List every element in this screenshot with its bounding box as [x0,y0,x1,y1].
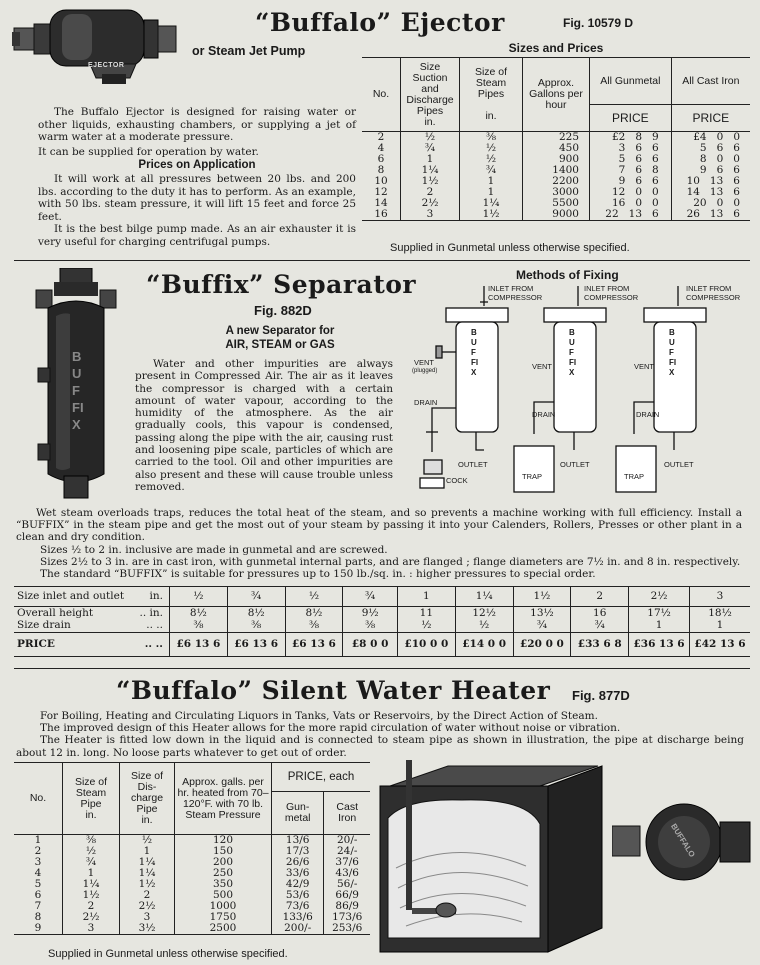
heater-col-galls: Approx. galls. per hr. heated from 70–120°F. with 70 lb. Steam Pressure [175,763,272,835]
inlet-label-2: INLET FROM COMPRESSOR [584,284,639,302]
unit-2-buffix: BUFFIX [569,328,577,377]
heater-cell-discharge: 3 [120,912,175,923]
table-row [14,901,370,912]
heater-cell-steam: 2½ [63,912,120,923]
table-row [14,846,370,857]
heater-cell-gunmetal: 17/3 [272,846,324,857]
table-row [14,879,370,890]
sep-row-height-cell: 8½ [227,607,285,620]
sep-row-drain-label: Size drain [17,619,71,632]
sep-row-price-cell: £42 13 6 [690,633,750,657]
sep-row-drain-cell: 1 [690,620,750,633]
ejector-col-suction: Size Suction and Discharge Pipes in. [401,58,460,132]
ejector-cell-castiron: 26 13 6 [671,209,750,221]
heater-cell-gunmetal: 26/6 [272,857,324,868]
ejector-cell-steam: 1 [460,187,523,198]
outlet-label-2: OUTLET [560,460,590,469]
ejector-cell-gallons: 3000 [523,187,590,198]
separator-image [30,268,122,504]
heater-title: “Buffalo” Silent Water Heater [116,676,551,705]
inlet-label-1: INLET FROM COMPRESSOR [488,284,543,302]
sep-row-price [14,633,750,657]
heater-cell-steam: ½ [63,846,120,857]
outlet-label-3: OUTLET [664,460,694,469]
sep-row-price-cell: £36 13 6 [629,633,690,657]
methods-title: Methods of Fixing [516,268,619,282]
ejector-cell-gunmetal: 16 0 0 [590,198,672,209]
table-row [14,923,370,935]
ejector-cell-gunmetal: 5 6 6 [590,154,672,165]
separator-heading-2: AIR, STEAM or GAS [225,339,335,351]
ejector-cell-suction: 1 [401,154,460,165]
ejector-col-no: No. [372,88,390,100]
table-row [362,143,750,154]
sep-row-size-cell: 1¼ [455,587,513,607]
heater-footnote: Supplied in Gunmetal unless otherwise specified. [48,948,288,960]
drain-label-2: DRAIN [532,410,556,419]
vent-label-3: VENT [634,362,655,371]
heater-image [612,800,752,884]
heater-cell-no: 5 [34,878,42,890]
ejector-cell-no: 6 [377,153,385,165]
heater-cell-discharge: 1¼ [120,857,175,868]
heater-cell-castiron: 20/- [324,835,370,847]
outlet-label-1: OUTLET [458,460,488,469]
sep-row-size-cell: 2 [571,587,629,607]
ejector-cell-no: 12 [374,186,388,198]
sep-row-price-cell: £10 0 0 [397,633,455,657]
sep-row-drain [14,620,750,633]
table-row [14,912,370,923]
ejector-cell-suction: ½ [401,132,460,144]
heater-cell-castiron: 56/- [324,879,370,890]
heater-col-price: PRICE, each [272,763,371,792]
divider-2 [14,668,750,669]
ejector-cell-suction: 3 [401,209,460,221]
ejector-cell-gallons: 225 [523,132,590,144]
sep-row-price-cell: £6 13 6 [285,633,343,657]
heater-line-1: For Boiling, Heating and Circulating Liquors in Tanks, Vats or Reservoirs, by the Direct Action of Steam. [40,710,598,722]
heater-line-3: The Heater is fitted low down in the liquid and is connected to steam pipe as shown in illustration, the pipe at discharge being about 12 in. long. No loose parts whatever to get out of order. [16,734,744,759]
sep-row-drain-cell: ⅜ [227,620,285,633]
heater-cell-castiron: 173/6 [324,912,370,923]
cock-label: COCK [446,476,468,485]
sep-row-price-cell: £6 13 6 [169,633,227,657]
sep-row-height-cell: 17½ [629,607,690,620]
heater-col-no: No. [29,792,47,804]
heater-cell-no: 2 [34,845,42,857]
heater-cell-discharge: 2 [120,890,175,901]
heater-cell-castiron: 24/- [324,846,370,857]
sep-row-height-cell: 8½ [285,607,343,620]
sep-row-drain-cell: ⅜ [285,620,343,633]
separator-image-label: BUFFIX [72,349,84,432]
table-row [14,868,370,879]
vent-label-1: VENT [414,358,435,367]
sep-row-price-cell: £20 0 0 [513,633,571,657]
ejector-description [38,106,356,248]
heater-cell-steam: ¾ [63,857,120,868]
heater-image-label: BUFFALO [669,822,697,859]
heater-cell-galls: 250 [175,868,272,879]
heater-cell-no: 4 [34,867,42,879]
sep-row-height-cell: 13½ [513,607,571,620]
trap-label-2: TRAP [624,472,645,481]
divider-1 [14,260,750,261]
table-row [362,132,750,144]
heater-cell-steam: 3 [63,923,120,935]
sep-row-size-cell: 1 [397,587,455,607]
ejector-image-label: EJECTOR [88,62,125,69]
drain-label-1: DRAIN [414,398,438,407]
ejector-price-head-gm: PRICE [590,105,672,132]
ejector-image [12,2,182,86]
sep-row-size-cell: ¾ [343,587,398,607]
heater-cell-no: 6 [34,889,42,901]
heater-cell-gunmetal: 42/9 [272,879,324,890]
ejector-para-5: It is the best bilge pump made. As an air exhauster it is very useful for charging centrifugal pumps. [38,223,356,248]
ejector-cell-suction: ¾ [401,143,460,154]
ejector-cell-steam: ⅜ [460,132,523,144]
sep-row-drain-cell: ⅜ [169,620,227,633]
sep-row-price-cell: £33 6 8 [571,633,629,657]
heater-cell-no: 3 [34,856,42,868]
heater-cell-galls: 1000 [175,901,272,912]
heater-cell-discharge: 1½ [120,879,175,890]
sep-row-size-unit: in. [149,590,163,602]
heater-col-steam: Size of Steam Pipe in. [63,763,120,835]
ejector-cell-gunmetal: 7 6 8 [590,165,672,176]
sep-row-height-cell: 11 [397,607,455,620]
ejector-cell-gunmetal: 9 6 6 [590,176,672,187]
ejector-cell-no: 14 [374,197,388,209]
ejector-col-castiron: All Cast Iron [671,58,750,105]
sep-row-drain-cell: 1 [629,620,690,633]
heater-cell-galls: 2500 [175,923,272,935]
separator-title: “Buffix” Separator [146,270,417,299]
sep-row-drain-cell: ½ [455,620,513,633]
heater-cell-castiron: 86/9 [324,901,370,912]
trap-label-1: TRAP [522,472,543,481]
sep-row-height-label: Overall height [17,606,94,619]
ejector-cell-gallons: 900 [523,154,590,165]
ejector-cell-no: 4 [377,142,385,154]
ejector-prices-heading: Prices on Application [138,159,256,171]
ejector-cell-castiron: £4 0 0 [671,132,750,144]
sep-row-drain-cell: ½ [397,620,455,633]
ejector-para-2: It can be supplied for operation by water. [38,145,259,158]
ejector-subtitle: or Steam Jet Pump [192,44,306,58]
ejector-col-steam: Size of Steam Pipes in. [460,58,523,132]
ejector-cell-steam: 1 [460,176,523,187]
heater-cell-gunmetal: 13/6 [272,835,324,847]
ejector-table-title: Sizes and Prices [508,41,604,55]
sep-row-height-unit: .. in. [139,606,163,619]
heater-col-discharge: Size of Dis-charge Pipe in. [120,763,175,835]
ejector-cell-no: 8 [377,164,385,176]
heater-cell-no: 1 [34,834,42,846]
heater-cell-gunmetal: 133/6 [272,912,324,923]
heater-cell-no: 7 [34,900,42,912]
ejector-cell-suction: 1¼ [401,165,460,176]
heater-cell-steam: 1¼ [63,879,120,890]
heater-cell-discharge: 2½ [120,901,175,912]
separator-wide-para: Wet steam overloads traps, reduces the total heat of the steam, and so prevents a machine working with full efficiency. Install a “BUFFIX” in the steam pipe and get the most out of your steam by passing it into your Calenders, Rollers, Presses or other plant in a clean and dry condition. [16,507,742,543]
table-row [14,857,370,868]
heater-fig: Fig. 877D [572,688,630,703]
sep-row-size-cell: 1½ [513,587,571,607]
separator-note-1: Sizes ½ to 2 in. inclusive are made in gunmetal and are screwed. [40,544,388,556]
separator-fig: Fig. 882D [254,303,312,318]
ejector-cell-castiron: 20 0 0 [671,198,750,209]
heater-cell-castiron: 37/6 [324,857,370,868]
ejector-table [362,57,750,221]
heater-cell-no: 9 [34,922,42,934]
heater-table [14,762,370,935]
ejector-cell-gallons: 5500 [523,198,590,209]
heater-cell-galls: 150 [175,846,272,857]
ejector-cell-steam: 1½ [460,209,523,221]
sep-row-price-cell: £8 0 0 [343,633,398,657]
ejector-cell-steam: ½ [460,143,523,154]
sep-row-drain-unit: .. .. [146,619,163,632]
heater-cell-castiron: 43/6 [324,868,370,879]
heater-line-2: The improved design of this Heater allows for the more rapid circulation of water without noise or vibration. [40,722,621,734]
heater-col-gunmetal: Gun-metal [272,792,324,835]
ejector-cell-steam: ½ [460,154,523,165]
separator-body: Water and other impurities are always present in Compressed Air. The air as it leaves the compressor is charged with a certain amount of water vapour, according to the humidity of the atmosphere. As the air gradually cools, this vapour is condensed, passing along the pipe with the air, causing rust and loosening pipe scale, particles of which are carried to the tool. Oil and other impurities are also present and these will cause trouble unless removed. [135,358,393,493]
sep-row-size-cell: ¾ [227,587,285,607]
sep-row-price-unit: .. .. [144,638,163,650]
drain-label-3: DRAIN [636,410,660,419]
ejector-title: “Buffalo” Ejector [255,8,505,37]
heater-cell-steam: 2 [63,901,120,912]
heater-cell-galls: 350 [175,879,272,890]
heater-cell-gunmetal: 33/6 [272,868,324,879]
vent-label-2: VENT [532,362,553,371]
heater-tank-image [376,758,608,958]
ejector-cell-no: 16 [374,208,388,220]
unit-1-buffix: BUFFIX [471,328,479,377]
heater-cell-no: 8 [34,911,42,923]
heater-cell-galls: 500 [175,890,272,901]
heater-cell-discharge: 1 [120,846,175,857]
vent-plugged-label: (plugged) [412,368,438,374]
sep-row-height-cell: 12½ [455,607,513,620]
sep-row-drain-cell: ¾ [513,620,571,633]
heater-col-castiron: Cast Iron [324,792,370,835]
inlet-label-3: INLET FROM COMPRESSOR [686,284,741,302]
sep-row-drain-cell: ¾ [571,620,629,633]
heater-cell-discharge: 1¼ [120,868,175,879]
ejector-cell-castiron: 14 13 6 [671,187,750,198]
table-row [14,890,370,901]
ejector-cell-no: 10 [374,175,388,187]
sep-row-price-cell: £14 0 0 [455,633,513,657]
methods-diagram [410,282,750,502]
heater-cell-castiron: 253/6 [324,923,370,935]
heater-cell-discharge: 3½ [120,923,175,935]
ejector-footnote: Supplied in Gunmetal unless otherwise specified. [390,242,630,254]
separator-table [14,586,750,657]
heater-cell-steam: 1½ [63,890,120,901]
ejector-col-gallons: Approx. Gallons per hour [523,58,590,132]
sep-row-size-cell: ½ [169,587,227,607]
sep-row-height-cell: 9½ [343,607,398,620]
ejector-cell-castiron: 9 6 6 [671,165,750,176]
unit-3-buffix: BUFFIX [669,328,677,377]
sep-row-size-cell: 2½ [629,587,690,607]
ejector-cell-gunmetal: 12 0 0 [590,187,672,198]
ejector-cell-suction: 1½ [401,176,460,187]
sep-row-price-cell: £6 13 6 [227,633,285,657]
ejector-cell-no: 2 [377,131,385,143]
sep-row-drain-cell: ⅜ [343,620,398,633]
ejector-para-4: It will work at all pressures between 20 lbs. and 200 lbs. according to the duty it has to perform. As an example, with 50 lbs. steam pressure, it will lift 15 feet and force 25 feet. [38,173,356,223]
heater-cell-galls: 120 [175,835,272,847]
sep-row-size [14,587,750,607]
table-row [14,835,370,847]
heater-cell-steam: 1 [63,868,120,879]
ejector-para-1: The Buffalo Ejector is designed for raising water or other liquids, exhausting chambers, or supplying a jet of warm water at a moderate pressure. [38,106,356,143]
ejector-cell-suction: 2 [401,187,460,198]
heater-cell-steam: ⅜ [63,835,120,847]
ejector-cell-gunmetal: 22 13 6 [590,209,672,221]
ejector-cell-gunmetal: £2 8 9 [590,132,672,144]
ejector-col-gunmetal: All Gunmetal [590,58,672,105]
heater-cell-galls: 200 [175,857,272,868]
heater-cell-discharge: ½ [120,835,175,847]
sep-row-height-cell: 8½ [169,607,227,620]
sep-row-size-label: Size inlet and outlet [17,590,125,602]
sep-row-height [14,607,750,620]
sep-row-size-cell: ½ [285,587,343,607]
heater-cell-gunmetal: 53/6 [272,890,324,901]
separator-heading-1: A new Separator for [225,325,335,337]
ejector-cell-gallons: 2200 [523,176,590,187]
ejector-cell-steam: ¾ [460,165,523,176]
ejector-cell-gallons: 9000 [523,209,590,221]
heater-cell-galls: 1750 [175,912,272,923]
sep-row-height-cell: 18½ [690,607,750,620]
ejector-price-head-ci: PRICE [671,105,750,132]
ejector-cell-gunmetal: 3 6 6 [590,143,672,154]
heater-cell-castiron: 66/9 [324,890,370,901]
heater-cell-gunmetal: 73/6 [272,901,324,912]
heater-cell-gunmetal: 200/- [272,923,324,935]
ejector-cell-castiron: 8 0 0 [671,154,750,165]
table-row [362,209,750,221]
separator-note-2: Sizes 2½ to 3 in. are in cast iron, with gunmetal internal parts, and are flanged ; flange diameters are 7½ in. and 8 in. respectively. [40,556,741,568]
ejector-fig: Fig. 10579 D [563,16,634,30]
ejector-cell-gallons: 1400 [523,165,590,176]
ejector-cell-suction: 2½ [401,198,460,209]
ejector-cell-steam: 1¼ [460,198,523,209]
sep-row-price-label: PRICE [17,638,55,650]
ejector-cell-castiron: 10 13 6 [671,176,750,187]
separator-note-3: The standard “BUFFIX” is suitable for pressures up to 150 lb./sq. in. : higher pressures to special order. [40,568,596,580]
sep-row-size-cell: 3 [690,587,750,607]
ejector-cell-gallons: 450 [523,143,590,154]
ejector-cell-castiron: 5 6 6 [671,143,750,154]
sep-row-height-cell: 16 [571,607,629,620]
